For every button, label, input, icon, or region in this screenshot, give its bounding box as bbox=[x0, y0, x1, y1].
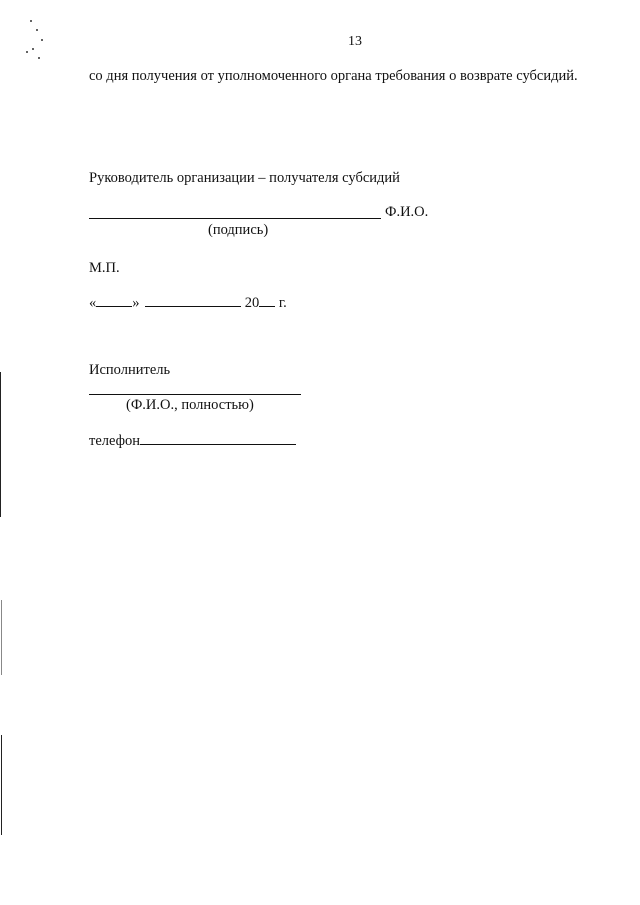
scan-speck bbox=[36, 29, 38, 31]
stamp-label: М.П. bbox=[89, 260, 120, 276]
phone-label: телефон bbox=[89, 433, 141, 449]
day-blank bbox=[96, 292, 132, 307]
fio-label: Ф.И.О. bbox=[385, 204, 429, 220]
signature-line bbox=[89, 218, 381, 219]
body-paragraph: со дня получения от уполномоченного органа требования о возврате субсидий. bbox=[89, 68, 578, 84]
date-open-quote: « bbox=[89, 295, 97, 311]
executor-caption: (Ф.И.О., полностью) bbox=[126, 397, 254, 413]
executor-name-line bbox=[89, 394, 301, 395]
scan-edge-line bbox=[1, 600, 2, 675]
scan-speck bbox=[26, 51, 28, 53]
date-row bbox=[89, 292, 287, 312]
executor-title: Исполнитель bbox=[89, 362, 171, 378]
year-prefix: 20 bbox=[244, 295, 260, 311]
page-number: 13 bbox=[348, 34, 362, 49]
scan-edge-line bbox=[0, 372, 1, 517]
signature-caption: (подпись) bbox=[208, 222, 269, 238]
scan-speck bbox=[32, 48, 34, 50]
scan-speck bbox=[41, 39, 43, 41]
scan-speck bbox=[30, 20, 32, 22]
signer-title: Руководитель организации – получателя субсидий bbox=[89, 170, 400, 186]
phone-blank bbox=[140, 430, 296, 445]
year-suffix: г. bbox=[278, 295, 287, 311]
month-blank bbox=[145, 292, 241, 307]
year-blank bbox=[259, 292, 275, 307]
scan-speck bbox=[38, 57, 40, 59]
date-close-quote: » bbox=[132, 295, 140, 311]
phone-row bbox=[89, 430, 296, 450]
scan-edge-line bbox=[1, 735, 2, 835]
